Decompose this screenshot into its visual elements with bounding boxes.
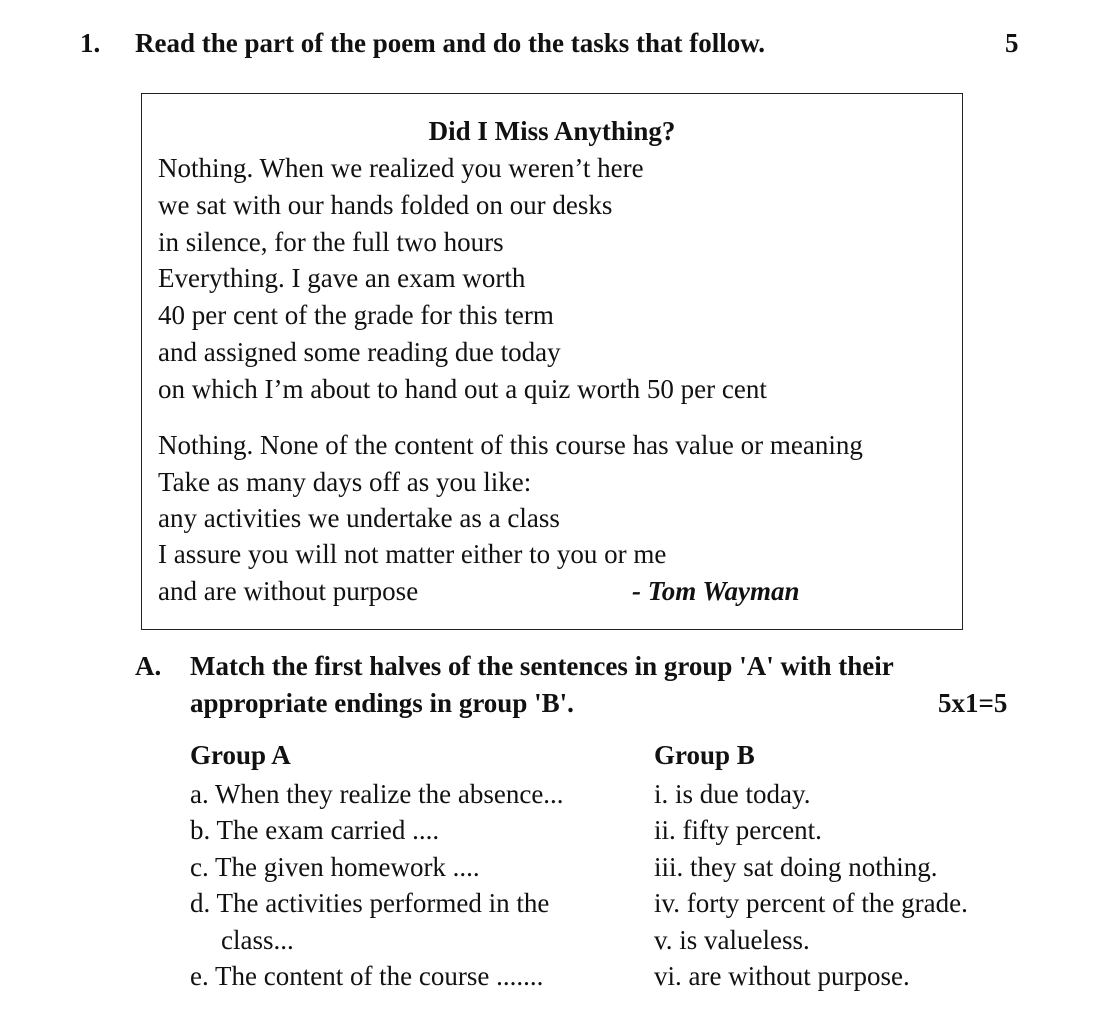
poem-line: any activities we undertake as a class: [158, 503, 560, 533]
poem-title: Did I Miss Anything?: [428, 116, 676, 146]
group-b-item: iv. forty percent of the grade.: [654, 888, 968, 918]
group-b-item: ii. fifty percent.: [654, 815, 822, 845]
poem-line: in silence, for the full two hours: [158, 227, 504, 257]
poem-line: I assure you will not matter either to you or me: [158, 539, 667, 569]
group-a-item: c. The given homework ....: [190, 852, 480, 882]
group-b-heading: Group B: [654, 740, 755, 770]
section-instruction: appropriate endings in group 'B'.: [190, 688, 574, 718]
poem-line: Nothing. When we realized you weren’t here: [158, 153, 644, 183]
poem-line: and are without purpose: [158, 576, 419, 606]
group-a-item: d. The activities performed in the: [190, 888, 550, 918]
section-marks: 5x1=5: [938, 688, 1008, 718]
poem-author: - Tom Wayman: [632, 576, 800, 606]
poem-box: [141, 93, 963, 630]
group-b-item: vi. are without purpose.: [654, 961, 910, 991]
poem-line: Take as many days off as you like:: [158, 467, 532, 497]
group-b-item: i. is due today.: [654, 779, 811, 809]
group-b-item: iii. they sat doing nothing.: [654, 852, 938, 882]
group-a-item: b. The exam carried ....: [190, 815, 440, 845]
section-instruction: Match the first halves of the sentences in group 'A' with their: [190, 651, 894, 681]
poem-line: and assigned some reading due today: [158, 337, 561, 367]
poem-line: Everything. I gave an exam worth: [158, 263, 526, 293]
poem-line: on which I’m about to hand out a quiz worth 50 per cent: [158, 374, 767, 404]
question-marks: 5: [1005, 28, 1019, 58]
poem-line: we sat with our hands folded on our desks: [158, 190, 613, 220]
question-number: 1.: [80, 28, 101, 58]
group-b-item: v. is valueless.: [654, 925, 810, 955]
question-instruction: Read the part of the poem and do the tasks that follow.: [135, 28, 766, 58]
group-a-heading: Group A: [190, 740, 291, 770]
section-letter: A.: [135, 651, 162, 681]
poem-line: 40 per cent of the grade for this term: [158, 300, 554, 330]
group-a-item: e. The content of the course .......: [190, 961, 544, 991]
poem-line: Nothing. None of the content of this course has value or meaning: [158, 430, 863, 460]
group-a-item: a. When they realize the absence...: [190, 779, 564, 809]
group-a-item-continued: class...: [221, 925, 294, 955]
